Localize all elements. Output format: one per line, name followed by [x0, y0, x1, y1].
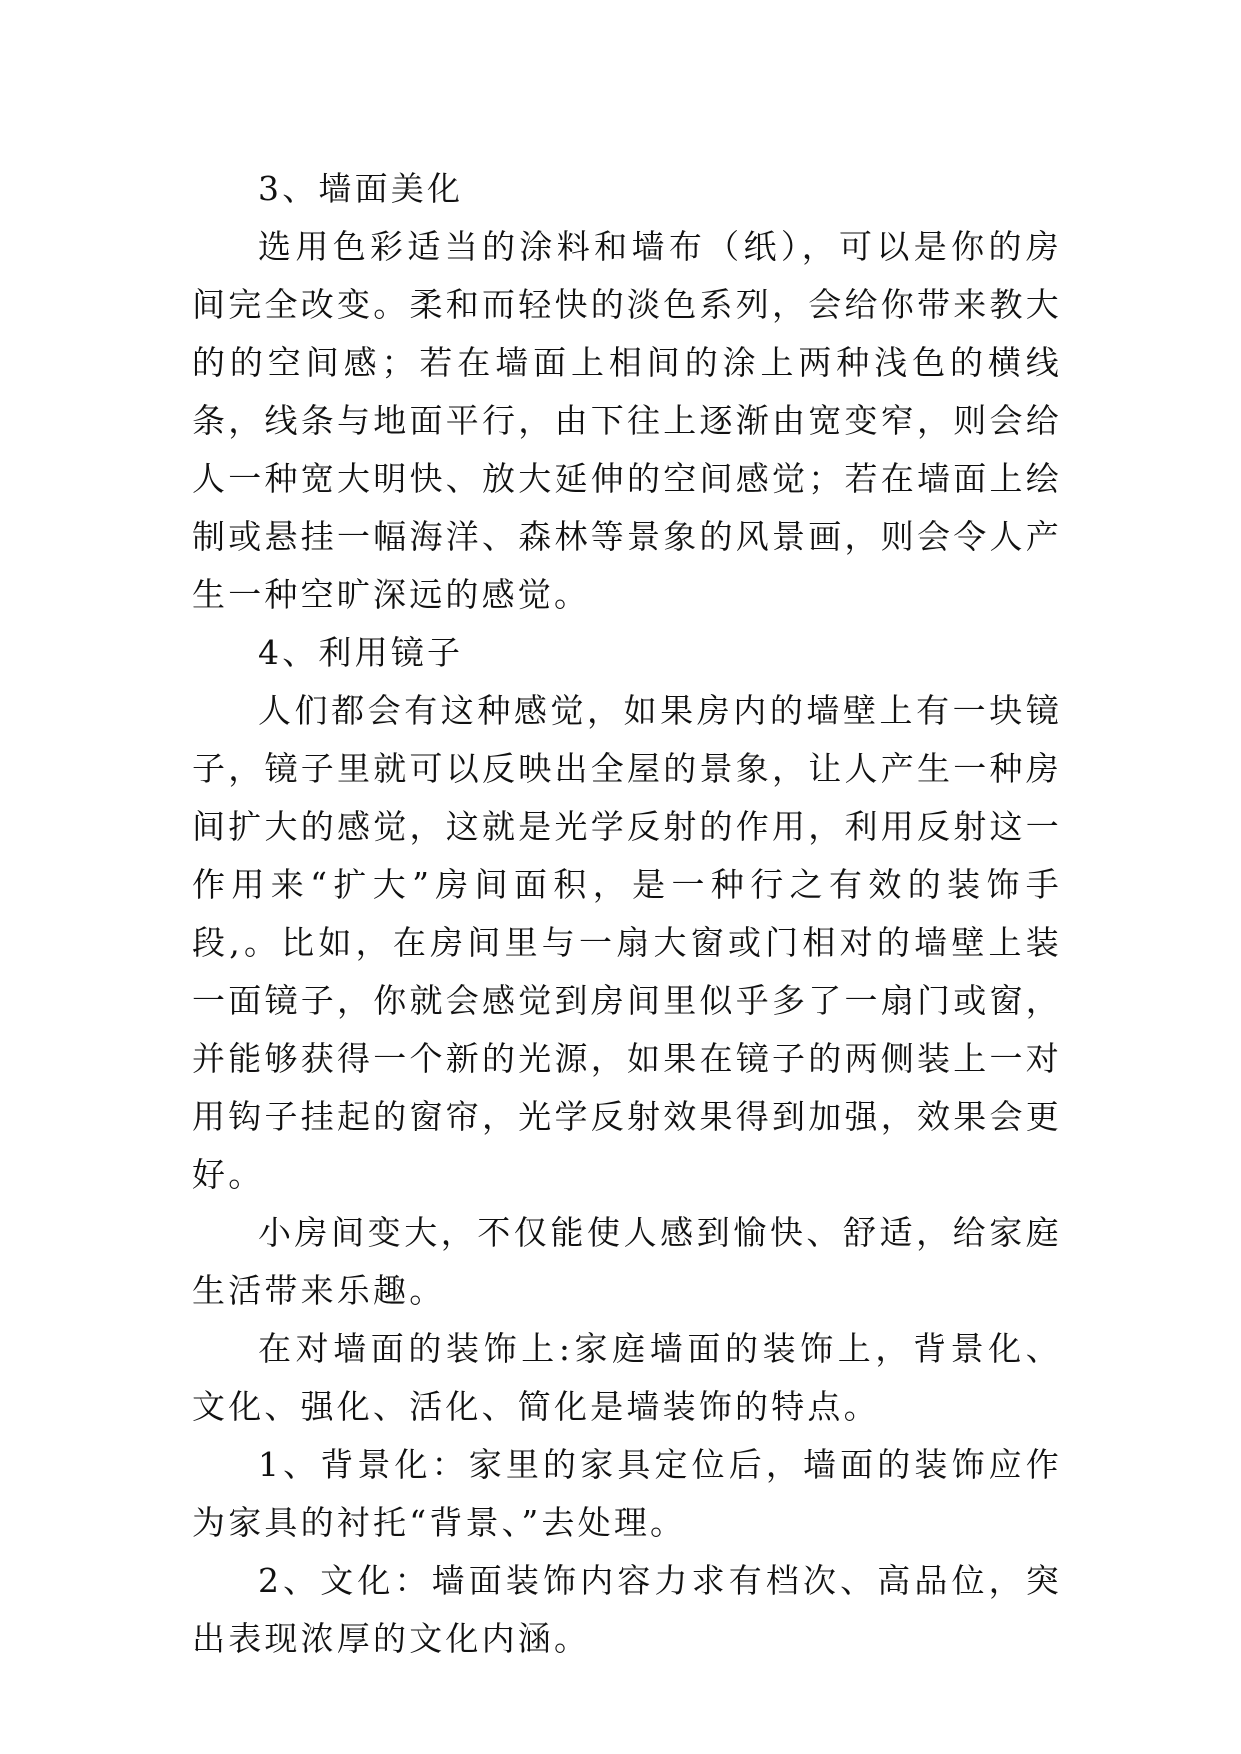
- paragraph-wall-decoration-intro: 在对墙面的装饰上:家庭墙面的装饰上，背景化、文化、强化、活化、简化是墙装饰的特点。: [192, 1329, 1062, 1426]
- paragraph-paint-and-wallpaper: 选用色彩适当的涂料和墙布（纸），可以是你的房间完全改变。柔和而轻快的淡色系列，会给你带来教大的的空间感；若在墙面上相间的涂上两种浅色的横线条，线条与地面平行，由下往上逐渐由宽变窄，则会给人一种宽大明快、放大延伸的空间感觉；若在墙面上绘制或悬挂一幅海洋、森林等景象的风景画，则会令人产生一种空旷深远的感觉。: [192, 227, 1062, 614]
- paragraph-mirror-reflection: 人们都会有这种感觉，如果房内的墙壁上有一块镜子，镜子里就可以反映出全屋的景象，让人产生一种房间扩大的感觉，这就是光学反射的作用，利用反射这一作用来“扩大”房间面积，是一种行之有效的装饰手段,。比如，在房间里与一扇大窗或门相对的墙壁上装一面镜子，你就会感觉到房间里似乎多了一扇门或窗，并能够获得一个新的光源，如果在镜子的两侧装上一对用钩子挂起的窗帘，光学反射效果得到加强，效果会更好。: [192, 691, 1062, 1194]
- section-heading-wall-beautify: 3、墙面美化: [258, 169, 464, 208]
- document-body: [192, 160, 1062, 1668]
- paragraph-small-room-summary: 小房间变大，不仅能使人感到愉快、舒适，给家庭生活带来乐趣。: [192, 1213, 1062, 1310]
- section-heading-use-mirrors: 4、利用镜子: [258, 633, 464, 672]
- paragraph-culture-point: 2、文化：墙面装饰内容力求有档次、高品位，突出表现浓厚的文化内涵。: [192, 1561, 1062, 1658]
- paragraph-background-point: 1、背景化：家里的家具定位后，墙面的装饰应作为家具的衬托“背景、”去处理。: [192, 1445, 1062, 1542]
